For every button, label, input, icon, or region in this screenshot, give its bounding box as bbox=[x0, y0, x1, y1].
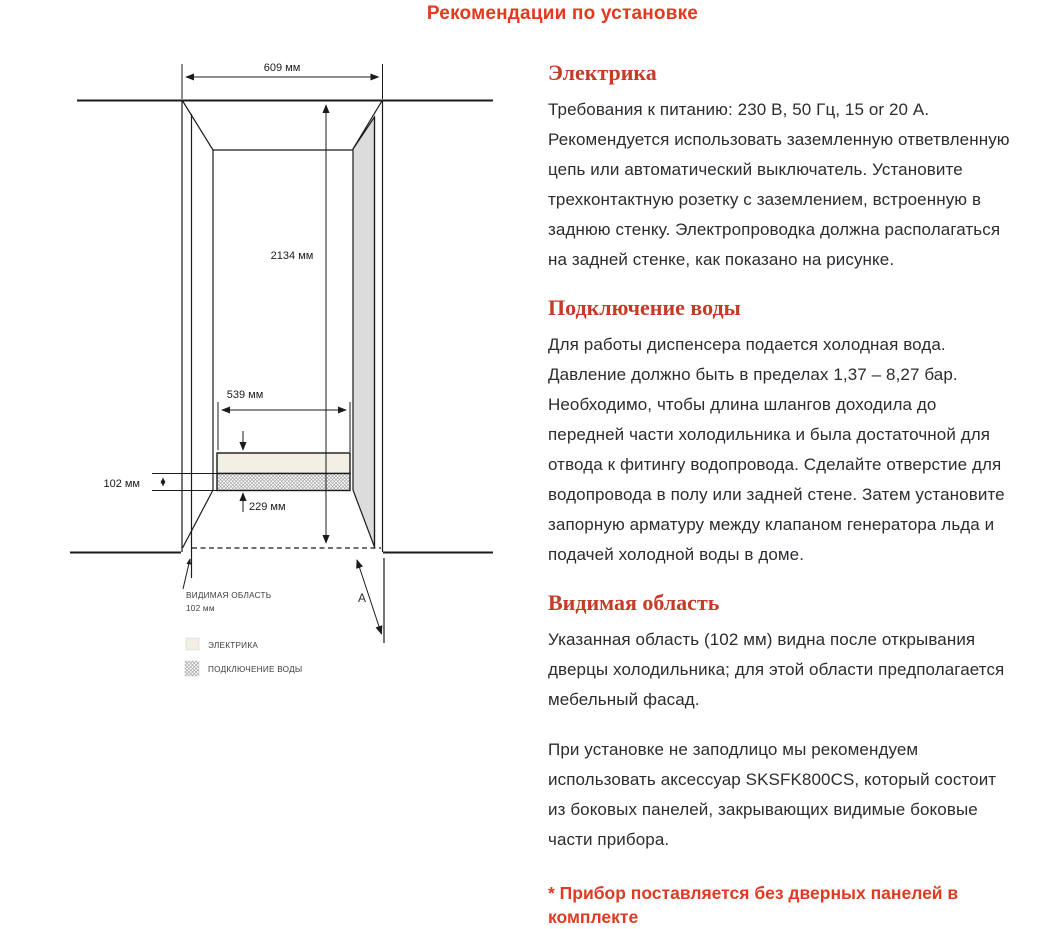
no-door-panels-footnote: * Прибор поставляется без дверных панелей в комплекте bbox=[548, 883, 959, 927]
svg-text:229 мм: 229 мм bbox=[249, 501, 286, 513]
svg-text:102 мм: 102 мм bbox=[186, 604, 215, 613]
section-body: Требования к питанию: 230 В, 50 Гц, 15 or 20 А. Рекомендуется использовать заземленную ответвленную цепь или автоматический выключатель. Установите трехконтактную розетку с заземлением, встроенную в заднюю стенку. Электропроводка должна располагаться на задней стенке, как показано на рисунке. bbox=[548, 100, 1010, 269]
section-heading: Видимая область bbox=[548, 590, 720, 615]
dimension-visible-depth bbox=[103, 474, 217, 491]
section-body: Для работы диспенсера подается холодная вода. Давление должно быть в пределах 1,37 – 8,27 бар. Необходимо, чтобы длина шлангов доходила до передней части холодильника и была достаточной для отвода к фитингу водопровода. Сделайте отверстие для водопровода в полу или задней стене. Затем установите запорную арматуру между клапаном генератора льда и подачей холодной воды в доме. bbox=[548, 335, 1005, 564]
detail-a-callout bbox=[357, 560, 382, 634]
svg-text:ВИДИМАЯ ОБЛАСТЬ: ВИДИМАЯ ОБЛАСТЬ bbox=[186, 591, 272, 600]
section-water-connection bbox=[548, 295, 1013, 570]
svg-text:ЭЛЕКТРИКА: ЭЛЕКТРИКА bbox=[208, 641, 259, 650]
visible-area-callout bbox=[183, 559, 271, 613]
dimension-inner-width bbox=[218, 389, 350, 452]
legend-water-swatch bbox=[185, 661, 199, 676]
svg-text:A: A bbox=[358, 591, 367, 605]
svg-text:2134 мм: 2134 мм bbox=[270, 250, 314, 262]
svg-text:539 мм: 539 мм bbox=[226, 389, 264, 401]
niche-outline bbox=[182, 100, 384, 643]
legend-electrical-swatch bbox=[186, 638, 199, 650]
svg-text:ПОДКЛЮЧЕНИЕ ВОДЫ: ПОДКЛЮЧЕНИЕ ВОДЫ bbox=[208, 665, 303, 674]
text-column bbox=[548, 60, 1013, 929]
dimension-water-offset bbox=[243, 493, 286, 513]
water-connection-zone bbox=[217, 474, 350, 491]
section-heading: Электрика bbox=[548, 60, 657, 85]
installation-niche-diagram bbox=[0, 0, 530, 743]
section-electrical bbox=[548, 60, 1013, 275]
side-panel-shaded bbox=[353, 117, 375, 547]
svg-text:102 мм: 102 мм bbox=[103, 478, 140, 490]
section-heading: Подключение воды bbox=[548, 295, 741, 320]
section-body: Указанная область (102 мм) видна после открывания дверцы холодильника; для этой области предполагается мебельный фасад. bbox=[548, 630, 1005, 709]
svg-text:609 мм: 609 мм bbox=[263, 62, 301, 74]
dimension-opening-width bbox=[182, 62, 383, 99]
diagram-legend bbox=[185, 638, 302, 676]
accessory-note: При установке не заподлицо мы рекомендуем использовать аксессуар SKSFK800CS, который состоит из боковых панелей, закрывающих видимые боковые части прибора. bbox=[548, 740, 997, 849]
section-visible-area bbox=[548, 590, 1013, 715]
page-title: Рекомендации по установке bbox=[426, 3, 699, 24]
electrical-zone bbox=[217, 453, 350, 474]
